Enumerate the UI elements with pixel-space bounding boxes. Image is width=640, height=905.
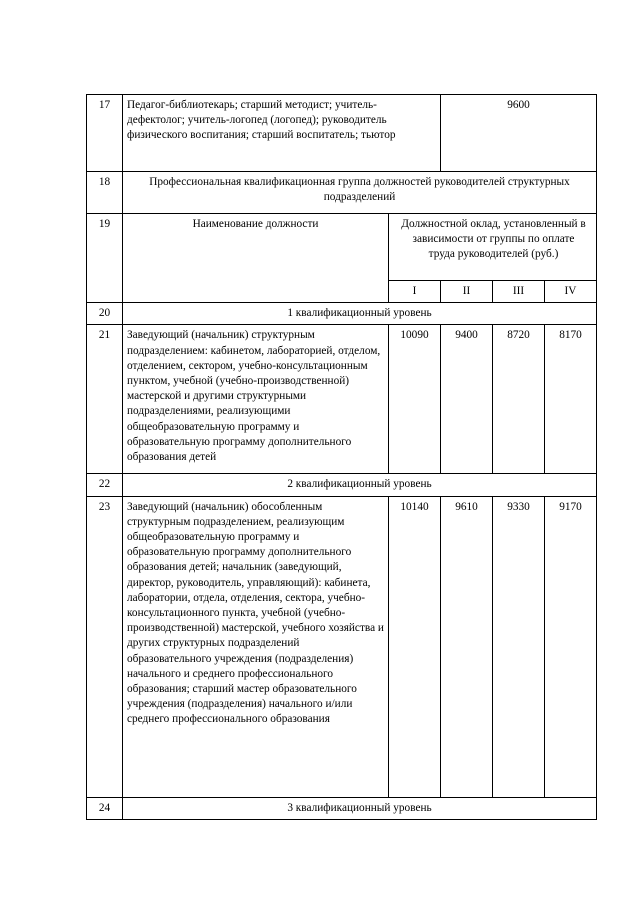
table-row bbox=[87, 325, 597, 474]
row-number: 21 bbox=[87, 325, 123, 474]
row-number: 20 bbox=[87, 303, 123, 325]
table-row bbox=[87, 797, 597, 819]
level-heading: 2 квалификационный уровень bbox=[123, 474, 597, 496]
salary-value: 10140 bbox=[389, 496, 441, 797]
position-name: Заведующий (начальник) обособленным структурным подразделением, реализующим общеобразовательную программу и образовательную программу дополнительного образования детей; начальник (заведующий, директор, руководитель, управляющий): кабинета, лаборатории, отдела, отделения, сектора, учебно-консультационного пункта, учебной (учебно-производственной) мастерской, учебного хозяйства и других структурных подразделений образовательного учреждения (подразделения) начального и среднего профессионального образования; старший мастер образовательного учреждения (подразделения) начального и/или среднего профессионального образования bbox=[123, 496, 389, 797]
table-header-row bbox=[87, 214, 597, 281]
salary-table bbox=[86, 94, 597, 820]
position-name: Заведующий (начальник) структурным подразделением: кабинетом, лабораторией, отделом, отделением, сектором, учебно-консультационным пунктом, учебной (учебно-производственной) мастерской и другими структурными подразделениями, реализующими общеобразовательную программу и образовательную программу дополнительного образования детей bbox=[123, 325, 389, 474]
column-header-salary: Должностной оклад, установленный в зависимости от группы по оплате труда руководителей (руб.) bbox=[389, 214, 597, 281]
table-row bbox=[87, 474, 597, 496]
level-heading: 3 квалификационный уровень bbox=[123, 797, 597, 819]
row-number: 17 bbox=[87, 95, 123, 172]
salary-value: 8170 bbox=[545, 325, 597, 474]
row-number: 22 bbox=[87, 474, 123, 496]
salary-value: 8720 bbox=[493, 325, 545, 474]
salary-value: 9600 bbox=[441, 95, 597, 172]
salary-value: 9400 bbox=[441, 325, 493, 474]
salary-value: 9170 bbox=[545, 496, 597, 797]
table-row bbox=[87, 172, 597, 214]
salary-value: 9330 bbox=[493, 496, 545, 797]
salary-value: 10090 bbox=[389, 325, 441, 474]
row-number: 19 bbox=[87, 214, 123, 303]
salary-value: 9610 bbox=[441, 496, 493, 797]
group-label: III bbox=[493, 281, 545, 303]
table-row bbox=[87, 95, 597, 172]
group-label: II bbox=[441, 281, 493, 303]
table-row bbox=[87, 303, 597, 325]
level-heading: 1 квалификационный уровень bbox=[123, 303, 597, 325]
column-header-name: Наименование должности bbox=[123, 214, 389, 303]
group-label: I bbox=[389, 281, 441, 303]
row-number: 18 bbox=[87, 172, 123, 214]
position-name: Педагог-библиотекарь; старший методист; учитель-дефектолог; учитель-логопед (логопед); руководитель физического воспитания; старший воспитатель; тьютор bbox=[123, 95, 441, 172]
group-heading: Профессиональная квалификационная группа должностей руководителей структурных подразделений bbox=[123, 172, 597, 214]
row-number: 23 bbox=[87, 496, 123, 797]
group-label: IV bbox=[545, 281, 597, 303]
row-number: 24 bbox=[87, 797, 123, 819]
table-row bbox=[87, 496, 597, 797]
